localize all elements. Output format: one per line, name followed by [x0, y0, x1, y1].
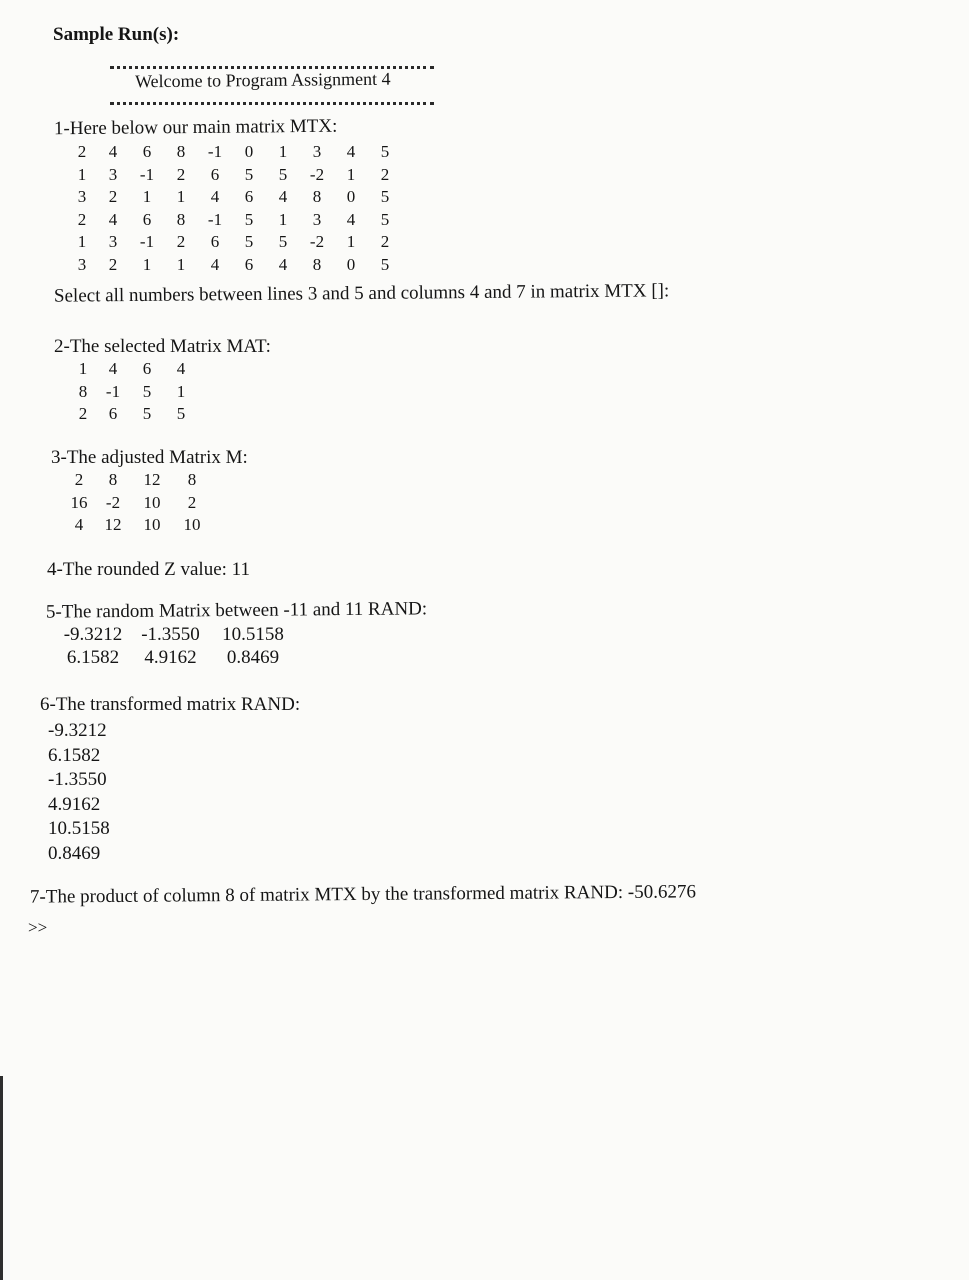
mtx-cell: 6 — [244, 254, 254, 274]
mtx-cell: 2 — [108, 254, 118, 274]
section1-label: 1-Here below our main matrix MTX: — [53, 115, 338, 140]
mtx-cell: -1 — [207, 142, 223, 161]
mtx-cell: 1 — [346, 164, 356, 184]
mtx-cell: 5 — [380, 187, 390, 207]
rand-cell: 4.9162 — [144, 646, 197, 668]
mtx-cell: 5 — [380, 254, 390, 274]
rand-cell: 10.5158 — [222, 624, 284, 645]
mat-cell: 1 — [78, 359, 88, 378]
mtx-cell: 2 — [108, 187, 118, 207]
mtx-cell: 6 — [142, 209, 152, 229]
mat-cell: 5 — [142, 404, 152, 424]
welcome-banner: Welcome to Program Assignment 4 — [134, 68, 391, 92]
mat-cell: 2 — [78, 404, 88, 424]
mtx-cell: 4 — [278, 254, 288, 274]
mtx-cell: 1 — [278, 209, 288, 229]
m-row — [64, 514, 212, 537]
mtx-row — [68, 141, 402, 164]
mtx-cell: 3 — [108, 164, 118, 184]
sample-runs-heading: Sample Run(s): — [53, 24, 180, 45]
rand-row — [58, 624, 293, 647]
page-edge-shadow — [0, 1076, 3, 1280]
m-cell: 10 — [183, 515, 201, 535]
mtx-cell: 4 — [210, 187, 220, 207]
m-cell: 8 — [108, 470, 118, 489]
rand-cell: -9.3212 — [63, 624, 123, 645]
mtx-cell: 5 — [278, 232, 288, 252]
m-cell: 4 — [74, 515, 84, 535]
mtx-row — [68, 209, 402, 232]
mtx-cell: 2 — [176, 232, 186, 252]
m-cell: 12 — [143, 470, 161, 489]
transformed-value: 10.5158 — [48, 818, 110, 839]
mtx-cell: 5 — [244, 164, 254, 184]
mtx-cell: 2 — [77, 209, 87, 229]
mat-cell: -1 — [105, 381, 121, 401]
mtx-cell: -1 — [139, 164, 155, 184]
mtx-cell: -2 — [309, 232, 325, 252]
section7-label: 7-The product of column 8 of matrix MTX by the transformed matrix RAND: -50.6276 — [29, 881, 696, 908]
mat-row — [70, 381, 198, 404]
mat-cell: 1 — [176, 381, 186, 401]
mtx-cell: 1 — [142, 254, 152, 274]
mtx-row — [68, 231, 402, 254]
mtx-cell: 4 — [108, 209, 118, 229]
mtx-cell: 5 — [278, 164, 288, 184]
mtx-cell: 8 — [312, 254, 322, 274]
mtx-cell: 3 — [312, 142, 322, 161]
mtx-cell: -1 — [207, 209, 223, 229]
mtx-cell: 2 — [77, 142, 87, 161]
m-cell: 10 — [143, 492, 161, 512]
rand-cell: -1.3550 — [141, 624, 200, 645]
mtx-cell: 6 — [244, 187, 254, 207]
mtx-cell: 0 — [346, 254, 356, 274]
mtx-cell: 1 — [278, 142, 288, 161]
m-cell: 12 — [104, 515, 122, 535]
rand-cell: 6.1582 — [66, 646, 120, 668]
m-row — [64, 469, 212, 492]
mtx-cell: 1 — [142, 187, 152, 207]
mat-cell: 8 — [78, 381, 88, 401]
m-cell: -2 — [105, 492, 121, 512]
mtx-cell: 6 — [210, 164, 220, 184]
matrix-mat — [70, 358, 198, 426]
transformed-value: -1.3550 — [48, 769, 107, 790]
mat-row — [70, 403, 198, 426]
mtx-cell: 4 — [278, 187, 288, 207]
mtx-cell: 8 — [312, 187, 322, 207]
transformed-value: 6.1582 — [48, 744, 101, 766]
mtx-cell: 3 — [77, 254, 87, 274]
command-prompt: >> — [28, 918, 48, 937]
mtx-cell: 1 — [77, 164, 87, 184]
m-row — [64, 492, 212, 515]
mtx-cell: 2 — [176, 164, 186, 184]
mat-cell: 4 — [108, 359, 118, 378]
section4-label: 4-The rounded Z value: 11 — [47, 559, 250, 580]
mat-cell: 5 — [142, 381, 152, 401]
mtx-cell: 1 — [176, 254, 186, 274]
mtx-row — [68, 254, 402, 277]
mtx-cell: 0 — [346, 187, 356, 207]
mtx-cell: 4 — [346, 142, 356, 161]
mtx-cell: 8 — [176, 142, 186, 161]
mtx-cell: 8 — [176, 209, 186, 229]
section2-label: 2-The selected Matrix MAT: — [54, 336, 271, 357]
mat-cell: 5 — [176, 404, 186, 424]
m-cell: 10 — [143, 515, 161, 535]
mtx-cell: 4 — [346, 209, 356, 229]
mat-cell: 4 — [176, 359, 186, 378]
m-cell: 2 — [187, 492, 197, 512]
mtx-cell: 3 — [108, 232, 118, 252]
transformed-rand-column — [48, 719, 110, 866]
m-cell: 16 — [70, 492, 88, 512]
section6-label: 6-The transformed matrix RAND: — [40, 694, 301, 715]
dotted-divider-bottom — [110, 102, 434, 105]
transformed-value: -9.3212 — [48, 720, 107, 741]
mtx-cell: 0 — [244, 142, 254, 161]
mtx-row — [68, 186, 402, 209]
mtx-cell: 1 — [176, 187, 186, 207]
section5-label: 5-The random Matrix between -11 and 11 RAND: — [45, 598, 428, 623]
mtx-cell: 5 — [244, 209, 254, 229]
mtx-cell: 3 — [77, 187, 87, 207]
mat-cell: 6 — [108, 404, 118, 424]
mtx-cell: -1 — [139, 232, 155, 252]
mtx-row — [68, 164, 402, 187]
mat-cell: 6 — [142, 359, 152, 378]
matrix-m — [64, 469, 212, 537]
mtx-cell: 1 — [346, 232, 356, 252]
transformed-value: 0.8469 — [48, 842, 101, 864]
transformed-value: 4.9162 — [48, 793, 101, 815]
select-prompt: Select all numbers between lines 3 and 5 and columns 4 and 7 in matrix MTX []: — [53, 280, 670, 307]
mtx-cell: 2 — [380, 232, 390, 252]
rand-cell: 0.8469 — [226, 646, 280, 668]
mat-row — [70, 358, 198, 381]
mtx-cell: 6 — [210, 232, 220, 252]
mtx-cell: 5 — [244, 232, 254, 252]
mtx-cell: 4 — [210, 254, 220, 274]
m-cell: 8 — [187, 470, 197, 489]
mtx-cell: 5 — [380, 142, 390, 161]
rand-row — [58, 647, 293, 670]
mtx-cell: 2 — [380, 164, 390, 184]
section3-label: 3-The adjusted Matrix M: — [51, 447, 248, 468]
matrix-rand — [58, 624, 293, 669]
mtx-cell: -2 — [309, 164, 325, 184]
mtx-cell: 4 — [108, 142, 118, 161]
m-cell: 2 — [74, 470, 84, 489]
mtx-cell: 5 — [380, 209, 390, 229]
mtx-cell: 3 — [312, 209, 322, 229]
mtx-cell: 1 — [77, 232, 87, 252]
matrix-mtx — [68, 141, 402, 277]
mtx-cell: 6 — [142, 142, 152, 161]
